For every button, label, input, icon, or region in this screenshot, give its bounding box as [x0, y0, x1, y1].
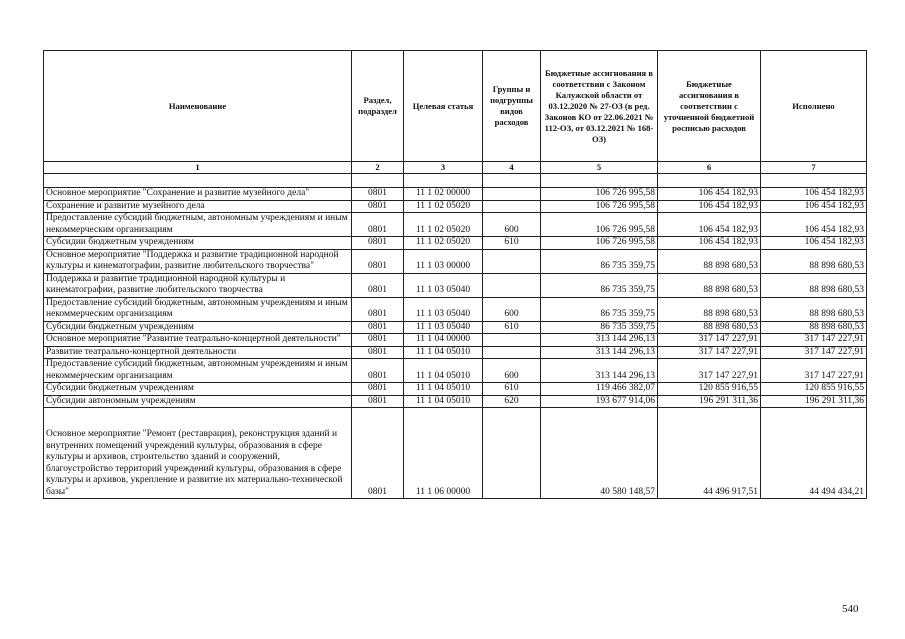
header-groups: Группы и подгруппы видов расходов: [483, 51, 541, 162]
table-row: [44, 249, 867, 273]
row-name: Поддержка и развитие традиционной народной культуры и кинематографии, развитие любительского творчества: [44, 273, 352, 297]
header-article: Целевая статья: [404, 51, 483, 162]
row-name: Субсидии бюджетным учреждениям: [44, 321, 352, 334]
table-row: [44, 395, 867, 408]
row-revised-amount: 88 898 680,53: [658, 273, 761, 297]
row-name: Субсидии бюджетным учреждениям: [44, 383, 352, 396]
table-row: [44, 297, 867, 321]
table-row: [44, 237, 867, 250]
row-section: 0801: [352, 249, 404, 273]
row-section: 0801: [352, 237, 404, 250]
row-group: [483, 200, 541, 213]
row-name: Развитие театрально-концертной деятельности: [44, 346, 352, 359]
row-article: 11 1 04 05010: [404, 346, 483, 359]
row-article: 11 1 04 05010: [404, 395, 483, 408]
row-executed-amount: 106 454 182,93: [761, 200, 867, 213]
column-number-row: [44, 162, 867, 174]
row-name: Предоставление субсидий бюджетным, автономным учреждениям и иным некоммерческим организациям: [44, 359, 352, 383]
table-row: [44, 213, 867, 237]
row-law-amount: 106 726 995,58: [541, 200, 658, 213]
budget-table: [43, 50, 867, 499]
row-law-amount: 86 735 359,75: [541, 297, 658, 321]
row-group: [483, 334, 541, 347]
row-executed-amount: 106 454 182,93: [761, 237, 867, 250]
row-section: 0801: [352, 273, 404, 297]
row-name: Предоставление субсидий бюджетным, автономным учреждениям и иным некоммерческим организациям: [44, 297, 352, 321]
row-revised-amount: 120 855 916,55: [658, 383, 761, 396]
row-group: [483, 188, 541, 201]
row-law-amount: 313 144 296,13: [541, 359, 658, 383]
row-law-amount: 313 144 296,13: [541, 334, 658, 347]
row-group: 610: [483, 383, 541, 396]
row-name: Основное мероприятие "Развитие театрально-концертной деятельности": [44, 334, 352, 347]
row-article: 11 1 02 00000: [404, 188, 483, 201]
row-executed-amount: 88 898 680,53: [761, 297, 867, 321]
row-section: 0801: [352, 213, 404, 237]
row-section: 0801: [352, 359, 404, 383]
table-row: [44, 321, 867, 334]
row-section: 0801: [352, 334, 404, 347]
row-article: 11 1 04 05010: [404, 359, 483, 383]
row-section: 0801: [352, 188, 404, 201]
row-group: [483, 249, 541, 273]
page-number: 540: [842, 603, 859, 615]
row-article: 11 1 02 05020: [404, 237, 483, 250]
row-executed-amount: 317 147 227,91: [761, 334, 867, 347]
column-number: 6: [658, 162, 761, 174]
row-law-amount: 86 735 359,75: [541, 273, 658, 297]
column-number: 5: [541, 162, 658, 174]
row-revised-amount: 88 898 680,53: [658, 297, 761, 321]
row-article: 11 1 03 00000: [404, 249, 483, 273]
row-executed-amount: 106 454 182,93: [761, 213, 867, 237]
row-revised-amount: 317 147 227,91: [658, 359, 761, 383]
row-section: 0801: [352, 346, 404, 359]
row-name: Основное мероприятие "Сохранение и развитие музейного дела": [44, 188, 352, 201]
row-law-amount: 106 726 995,58: [541, 188, 658, 201]
column-number: 2: [352, 162, 404, 174]
row-name: Основное мероприятие "Поддержка и развитие традиционной народной культуры и кинематографии, развитие любительского творчества": [44, 249, 352, 273]
row-article: 11 1 03 05040: [404, 297, 483, 321]
row-law-amount: 106 726 995,58: [541, 237, 658, 250]
row-executed-amount: 317 147 227,91: [761, 359, 867, 383]
row-name: Субсидии бюджетным учреждениям: [44, 237, 352, 250]
row-group: 610: [483, 321, 541, 334]
row-law-amount: 193 677 914,06: [541, 395, 658, 408]
row-group: 600: [483, 213, 541, 237]
row-executed-amount: 196 291 311,36: [761, 395, 867, 408]
row-name: Предоставление субсидий бюджетным, автономным учреждениям и иным некоммерческим организациям: [44, 213, 352, 237]
row-revised-amount: 44 496 917,51: [658, 408, 761, 499]
row-name: Субсидии автономным учреждениям: [44, 395, 352, 408]
table-row: [44, 408, 867, 499]
row-name: Сохранение и развитие музейного дела: [44, 200, 352, 213]
row-section: 0801: [352, 297, 404, 321]
header-executed: Исполнено: [761, 51, 867, 162]
table-row: [44, 188, 867, 201]
row-name: Основное мероприятие "Ремонт (реставрация), реконструкция зданий и внутренних помещений учреждений культуры, образования в сфере культуры и архивов, строительство зданий и сооружений, благоустройство территорий учреждений культуры, образования в сфере культуры и архивов, укрепление и развитие их материально-технической базы": [44, 408, 352, 499]
row-law-amount: 86 735 359,75: [541, 321, 658, 334]
row-revised-amount: 317 147 227,91: [658, 334, 761, 347]
row-executed-amount: 88 898 680,53: [761, 249, 867, 273]
row-executed-amount: 120 855 916,55: [761, 383, 867, 396]
row-group: [483, 346, 541, 359]
row-group: 600: [483, 297, 541, 321]
row-article: 11 1 02 05020: [404, 200, 483, 213]
column-number: 4: [483, 162, 541, 174]
header-revised-allocations: Бюджетные ассигнования в соответствии с уточненной бюджетной росписью расходов: [658, 51, 761, 162]
header-law-allocations: Бюджетные ассигнования в соответствии с Законом Калужской области от 03.12.2020 № 27-ОЗ (в ред. Законов КО от 22.06.2021 № 112-ОЗ, от 03.12.2021 № 168-ОЗ): [541, 51, 658, 162]
row-article: 11 1 02 05020: [404, 213, 483, 237]
table-row: [44, 383, 867, 396]
row-group: 610: [483, 237, 541, 250]
row-group: [483, 408, 541, 499]
table-row: [44, 200, 867, 213]
row-law-amount: 119 466 382,07: [541, 383, 658, 396]
spacer-row: [44, 174, 867, 188]
row-revised-amount: 106 454 182,93: [658, 237, 761, 250]
row-revised-amount: 196 291 311,36: [658, 395, 761, 408]
row-article: 11 1 03 05040: [404, 321, 483, 334]
row-executed-amount: 88 898 680,53: [761, 273, 867, 297]
table-row: [44, 334, 867, 347]
row-revised-amount: 106 454 182,93: [658, 188, 761, 201]
row-law-amount: 86 735 359,75: [541, 249, 658, 273]
header-section: Раздел, подраздел: [352, 51, 404, 162]
table-header-row: [44, 51, 867, 162]
row-section: 0801: [352, 383, 404, 396]
table-row: [44, 346, 867, 359]
row-executed-amount: 44 494 434,21: [761, 408, 867, 499]
row-article: 11 1 03 05040: [404, 273, 483, 297]
table-row: [44, 359, 867, 383]
row-executed-amount: 317 147 227,91: [761, 346, 867, 359]
row-revised-amount: 317 147 227,91: [658, 346, 761, 359]
row-section: 0801: [352, 395, 404, 408]
column-number: 7: [761, 162, 867, 174]
row-executed-amount: 106 454 182,93: [761, 188, 867, 201]
row-revised-amount: 106 454 182,93: [658, 200, 761, 213]
row-group: 600: [483, 359, 541, 383]
row-section: 0801: [352, 321, 404, 334]
row-article: 11 1 04 00000: [404, 334, 483, 347]
row-law-amount: 106 726 995,58: [541, 213, 658, 237]
row-revised-amount: 88 898 680,53: [658, 249, 761, 273]
column-number: 1: [44, 162, 352, 174]
row-article: 11 1 06 00000: [404, 408, 483, 499]
header-name: Наименование: [44, 51, 352, 162]
row-section: 0801: [352, 408, 404, 499]
row-law-amount: 40 580 148,57: [541, 408, 658, 499]
column-number: 3: [404, 162, 483, 174]
row-section: 0801: [352, 200, 404, 213]
row-group: 620: [483, 395, 541, 408]
row-executed-amount: 88 898 680,53: [761, 321, 867, 334]
row-revised-amount: 106 454 182,93: [658, 213, 761, 237]
table-row: [44, 273, 867, 297]
row-revised-amount: 88 898 680,53: [658, 321, 761, 334]
row-law-amount: 313 144 296,13: [541, 346, 658, 359]
row-article: 11 1 04 05010: [404, 383, 483, 396]
row-group: [483, 273, 541, 297]
